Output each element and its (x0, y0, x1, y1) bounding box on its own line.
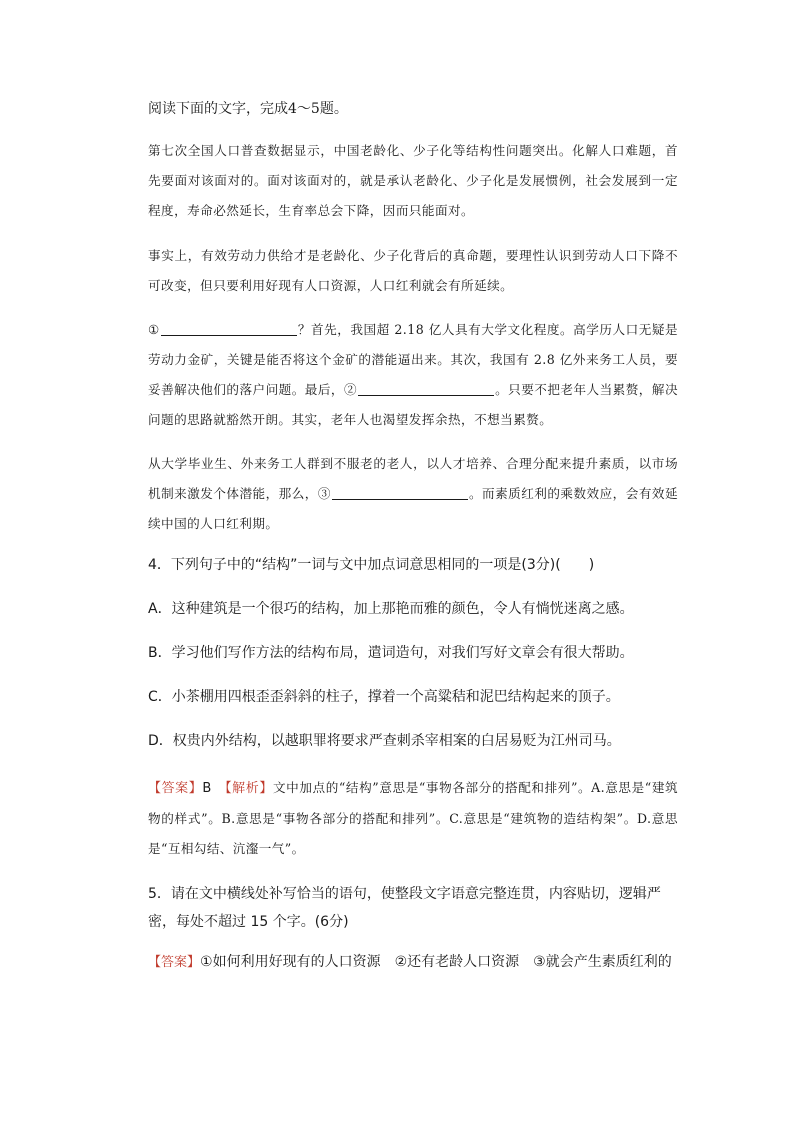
q5-answer-3: ③就会产生素质红利的 (533, 954, 672, 970)
passage-paragraph-4 (148, 449, 678, 539)
q5-answer-2: ②还有老龄人口资源 (394, 954, 520, 970)
question-4-option-c: C．小茶棚用四根歪歪斜斜的柱子，撑着一个高粱秸和泥巴结构起来的顶子。 (148, 689, 620, 705)
question-4-option-d: D．权贵内外结构，以越职罪将要求严查刺杀宰相案的白居易贬为江州司马。 (148, 733, 621, 749)
fill-blank-3 (332, 484, 468, 500)
question-5-answer (148, 950, 678, 975)
answer-value: B (202, 781, 212, 796)
document-page (148, 98, 678, 975)
question-4-stem: 4．下列句子中的“结构”一词与文中加点词意思相同的一项是(3分)( ) (148, 557, 595, 573)
question-4-answer (148, 773, 678, 864)
fill-blank-2 (358, 380, 494, 396)
answer-tag-q5: 【答案】 (148, 955, 201, 970)
blank-marker-1: ① (148, 322, 160, 337)
question-4-option-a: A．这种建筑是一个很巧的结构，加上那艳而雅的颜色，令人有惝恍迷离之感。 (148, 601, 634, 617)
passage-paragraph-1: 第七次全国人口普查数据显示，中国老龄化、少子化等结构性问题突出。化解人口难题，首先要面对该面对的。面对该面对的，就是承认老龄化、少子化是发展惯例，社会发展到一定程度，寿命必然延长，生育率总会下降，因而只能面对。 (148, 143, 678, 218)
passage-paragraph-3 (148, 315, 678, 435)
analysis-tag: 【解析】 (225, 781, 273, 796)
passage-paragraph-2: 事实上，有效劳动力供给才是老龄化、少子化背后的真命题，要理性认识到劳动人口下降不可改变，但只要利用好现有人口资源，人口红利就会有所延续。 (148, 248, 678, 293)
q5-answer-1: ①如何利用好现有的人口资源 (200, 954, 381, 970)
passage-paragraph-3-text-a: ？首先，我国超 2.18 亿人具有大学文化程度。高学历人口无疑是劳动力金矿，关键是能否将这个金矿的潜能逼出来。其次，我国有 2.8 亿外来务工人员，要妥善解决他们的落户问题。最后，② (148, 322, 678, 397)
reading-instruction: 阅读下面的文字，完成4～5题。 (148, 101, 348, 117)
fill-blank-1 (161, 320, 297, 336)
passage-paragraph-3-text-b: 。只要不把老年人当累赘，解决问题的思路就豁然开朗。其实，老年人也渴望发挥余热，不想当累赘。 (148, 382, 678, 427)
passage-paragraph-4-text-b: 。而素质红利的乘数效应，会有效延续中国的人口红利期。 (148, 486, 678, 531)
question-5-stem: 5．请在文中横线处补写恰当的语句，使整段文字语意完整连贯，内容贴切，逻辑严密，每处不超过 15 个字。(6分) (148, 886, 661, 930)
question-4-option-b: B．学习他们写作方法的结构布局，遣词造句，对我们写好文章会有很大帮助。 (148, 645, 634, 661)
passage-paragraph-4-text-a: 从大学毕业生、外来务工人群到不服老的老人，以人才培养、合理分配来提升素质，以市场机制来激发个体潜能，那么，③ (148, 456, 678, 501)
answer-tag: 【答案】 (148, 781, 203, 796)
analysis-text: 文中加点的“结构”意思是“事物各部分的搭配和排列”。A.意思是“建筑物的样式”。B.意思是“事物各部分的搭配和排列”。C.意思是“建筑物的造结构架”。D.意思是“互相勾结、沆瀣一气”。 (148, 780, 679, 856)
